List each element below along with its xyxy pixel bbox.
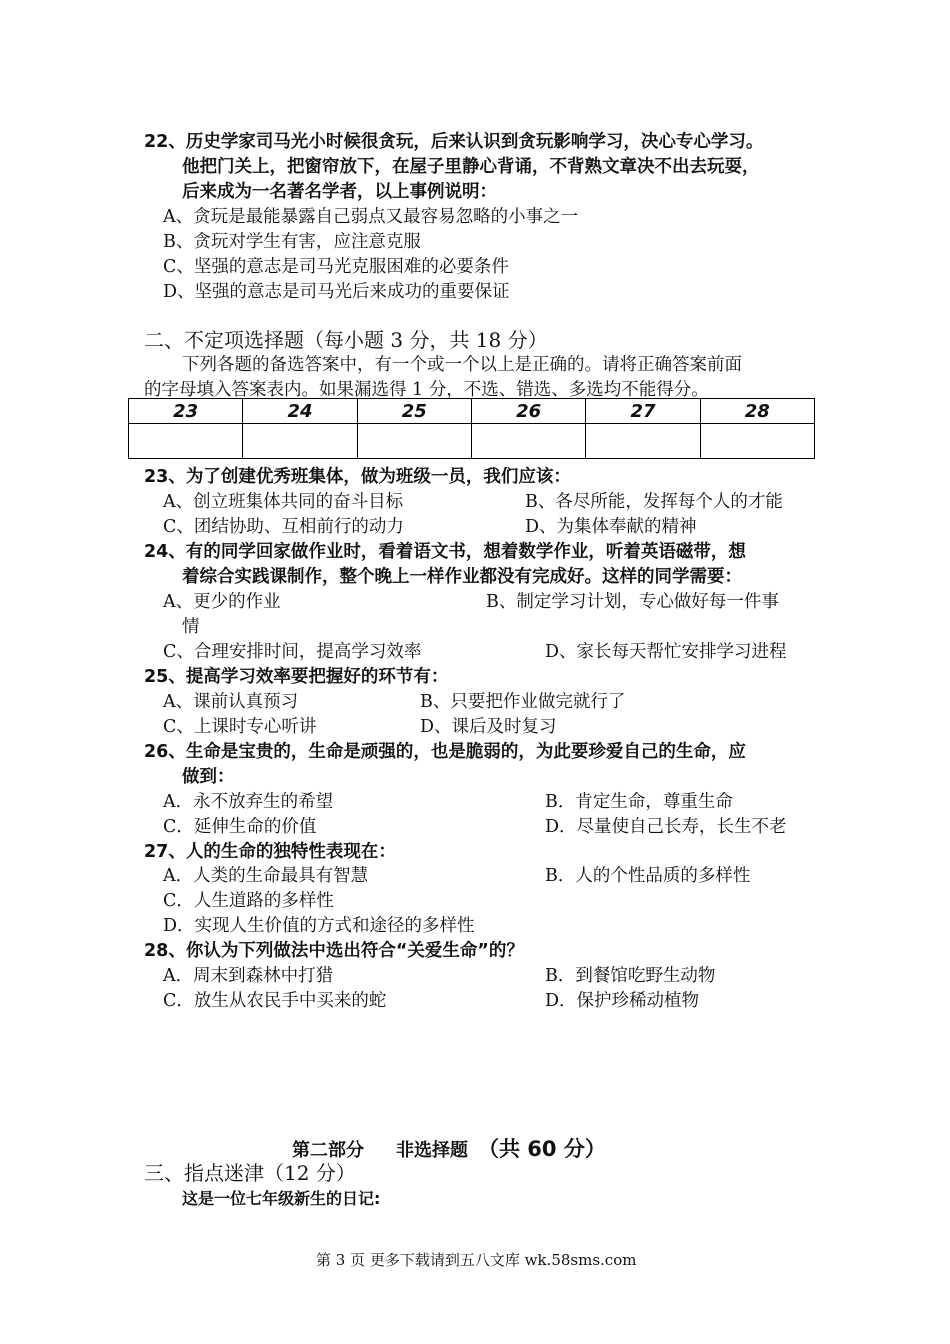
q22-option-b: B、贪玩对学生有害，应注意克服 <box>163 232 421 252</box>
q28-option-d: D．保护珍稀动植物 <box>545 991 700 1011</box>
q23-option-d: D、为集体奉献的精神 <box>525 517 697 537</box>
q26-option-c: C．延伸生命的价值 <box>163 817 317 837</box>
q22-option-a: A、贪玩是最能暴露自己弱点又最容易忽略的小事之一 <box>163 207 579 227</box>
answer-header-26: 26 <box>471 399 585 424</box>
q28-option-a: A．周末到森林中打猎 <box>163 966 334 986</box>
q25-stem: 25、提高学习效率要把握好的环节有： <box>144 667 449 687</box>
answer-cell-23[interactable] <box>129 424 243 459</box>
q26-option-d: D．尽量使自己长寿，长生不老 <box>545 817 787 837</box>
q22-option-c: C、坚强的意志是司马光克服困难的必要条件 <box>163 257 509 277</box>
section3-title: 三、指点迷津（12 分） <box>144 1161 356 1185</box>
q25-option-b: B、只要把作业做完就行了 <box>420 692 626 712</box>
answer-cell-26[interactable] <box>471 424 585 459</box>
section2-title: 二、不定项选择题（每小题 3 分，共 18 分） <box>144 328 548 352</box>
q22-stem-line-2: 他把门关上，把窗帘放下，在屋子里静心背诵，不背熟文章决不出去玩耍， <box>182 157 760 177</box>
diary-intro: 这是一位七年级新生的日记: <box>182 1189 381 1208</box>
q24-stem-line-1: 24、有的同学回家做作业时，看着语文书，想着数学作业，听着英语磁带，想 <box>144 542 746 562</box>
q22-stem-line-3: 后来成为一名著名学者，以上事例说明： <box>182 182 497 202</box>
q24-option-b-wrap: 情 <box>182 617 200 637</box>
answer-header-25: 25 <box>357 399 471 424</box>
q24-option-d: D、家长每天帮忙安排学习进程 <box>545 642 787 662</box>
q24-stem-line-2: 着综合实践课制作，整个晚上一样作业都没有完成好。这样的同学需要： <box>182 567 742 587</box>
answer-header-27: 27 <box>586 399 700 424</box>
q28-option-b: B．到餐馆吃野生动物 <box>545 966 716 986</box>
q23-option-b: B、各尽所能，发挥每个人的才能 <box>525 492 783 512</box>
answer-cell-27[interactable] <box>586 424 700 459</box>
section2-intro-line-2: 的字母填入答案表内。如果漏选得 1 分，不选、错选、多选均不能得分。 <box>144 380 709 400</box>
q24-option-b: B、制定学习计划，专心做好每一件事 <box>486 592 779 612</box>
answer-cell-28[interactable] <box>700 424 814 459</box>
q27-option-a: A．人类的生命最具有智慧 <box>163 866 369 886</box>
part2-score: （共 60 分） <box>478 1137 606 1161</box>
q28-option-c: C．放生从农民手中买来的蛇 <box>163 991 387 1011</box>
answer-header-24: 24 <box>243 399 357 424</box>
section2-intro-line-1: 下列各题的备选答案中，有一个或一个以上是正确的。请将正确答案前面 <box>182 355 742 375</box>
page-footer: 第 3 页 更多下载请到五八文库 wk.58sms.com <box>316 1251 637 1269</box>
q27-option-c: C．人生道路的多样性 <box>163 891 334 911</box>
answer-table <box>128 398 815 459</box>
q24-option-c: C、合理安排时间，提高学习效率 <box>163 642 422 662</box>
part2-subtitle: 非选择题 <box>396 1140 468 1161</box>
q26-stem-line-1: 26、生命是宝贵的，生命是顽强的，也是脆弱的，为此要珍爱自己的生命，应 <box>144 742 746 762</box>
q22-option-d: D、坚强的意志是司马光后来成功的重要保证 <box>163 282 510 302</box>
q25-option-a: A、课前认真预习 <box>163 692 299 712</box>
answer-cell-25[interactable] <box>357 424 471 459</box>
q22-stem-line-1: 22、历史学家司马光小时候很贪玩，后来认识到贪玩影响学习，决心专心学习。 <box>144 132 764 152</box>
part2-label: 第二部分 <box>292 1140 364 1161</box>
q25-option-c: C、上课时专心听讲 <box>163 717 317 737</box>
q23-option-a: A、创立班集体共同的奋斗目标 <box>163 492 404 512</box>
q26-option-b: B．肯定生命，尊重生命 <box>545 792 733 812</box>
q27-option-b: B．人的个性品质的多样性 <box>545 866 751 886</box>
answer-cell-24[interactable] <box>243 424 357 459</box>
q24-option-a: A、更少的作业 <box>163 592 281 612</box>
q23-option-c: C、团结协助、互相前行的动力 <box>163 517 404 537</box>
answer-header-23: 23 <box>129 399 243 424</box>
q26-option-a: A．永不放弃生的希望 <box>163 792 334 812</box>
answer-header-28: 28 <box>700 399 814 424</box>
q23-stem: 23、为了创建优秀班集体，做为班级一员，我们应该： <box>144 467 571 487</box>
q27-option-d: D．实现人生价值的方式和途径的多样性 <box>163 916 475 936</box>
q28-stem: 28、你认为下列做法中选出符合“关爱生命”的？ <box>144 941 524 961</box>
q25-option-d: D、课后及时复习 <box>420 717 557 737</box>
q26-stem-line-2: 做到： <box>182 767 235 787</box>
q27-stem: 27、人的生命的独特性表现在： <box>144 842 396 862</box>
